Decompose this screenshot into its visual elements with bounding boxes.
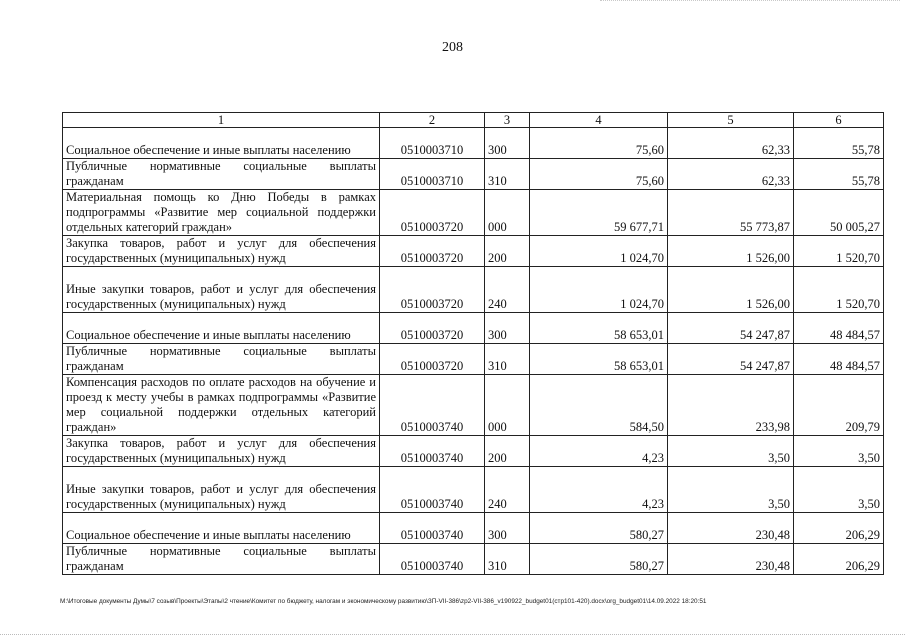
row-value-2-cell: 1 526,00 xyxy=(668,236,794,267)
table-row xyxy=(63,128,884,159)
column-header: 5 xyxy=(668,113,794,128)
row-value-1-cell: 1 024,70 xyxy=(530,236,668,267)
table-row xyxy=(63,159,884,190)
row-value-1-cell: 580,27 xyxy=(530,513,668,544)
row-code-cell: 0510003720 xyxy=(380,236,485,267)
row-type-cell: 300 xyxy=(485,128,530,159)
row-name-cell: Компенсация расходов по оплате расходов на обучение и проезд к месту учебы в рамках подпрограммы «Развитие мер социальной поддержки отдельных категорий граждан» xyxy=(63,375,380,436)
row-value-1-cell: 58 653,01 xyxy=(530,344,668,375)
table-row xyxy=(63,436,884,467)
row-name-cell: Иные закупки товаров, работ и услуг для обеспечения государственных (муниципальных) нужд xyxy=(63,467,380,513)
row-type-cell: 310 xyxy=(485,159,530,190)
row-code-cell: 0510003710 xyxy=(380,128,485,159)
row-name-cell: Иные закупки товаров, работ и услуг для обеспечения государственных (муниципальных) нужд xyxy=(63,267,380,313)
row-value-1-cell: 584,50 xyxy=(530,375,668,436)
column-header: 3 xyxy=(485,113,530,128)
row-value-3-cell: 209,79 xyxy=(794,375,884,436)
row-name-cell: Закупка товаров, работ и услуг для обеспечения государственных (муниципальных) нужд xyxy=(63,236,380,267)
row-name-cell: Публичные нормативные социальные выплаты гражданам xyxy=(63,344,380,375)
row-value-1-cell: 75,60 xyxy=(530,128,668,159)
row-name-cell: Материальная помощь ко Дню Победы в рамках подпрограммы «Развитие мер социальной поддержки отдельных категорий граждан» xyxy=(63,190,380,236)
row-name-cell: Социальное обеспечение и иные выплаты населению xyxy=(63,513,380,544)
table-row xyxy=(63,375,884,436)
table-row xyxy=(63,313,884,344)
row-code-cell: 0510003740 xyxy=(380,467,485,513)
row-type-cell: 240 xyxy=(485,467,530,513)
row-code-cell: 0510003720 xyxy=(380,267,485,313)
column-header: 6 xyxy=(794,113,884,128)
table-row xyxy=(63,190,884,236)
row-name-cell: Социальное обеспечение и иные выплаты населению xyxy=(63,128,380,159)
row-type-cell: 000 xyxy=(485,375,530,436)
budget-table xyxy=(62,112,884,575)
row-value-2-cell: 230,48 xyxy=(668,513,794,544)
row-code-cell: 0510003740 xyxy=(380,544,485,575)
row-code-cell: 0510003740 xyxy=(380,375,485,436)
row-type-cell: 300 xyxy=(485,513,530,544)
table-row xyxy=(63,467,884,513)
row-value-1-cell: 580,27 xyxy=(530,544,668,575)
row-type-cell: 200 xyxy=(485,236,530,267)
page-number: 208 xyxy=(442,40,463,55)
row-name-cell: Публичные нормативные социальные выплаты гражданам xyxy=(63,544,380,575)
column-header: 1 xyxy=(63,113,380,128)
column-header: 4 xyxy=(530,113,668,128)
row-value-3-cell: 206,29 xyxy=(794,513,884,544)
row-value-1-cell: 58 653,01 xyxy=(530,313,668,344)
table-row xyxy=(63,236,884,267)
row-type-cell: 200 xyxy=(485,436,530,467)
row-code-cell: 0510003710 xyxy=(380,159,485,190)
row-value-3-cell: 206,29 xyxy=(794,544,884,575)
row-code-cell: 0510003740 xyxy=(380,436,485,467)
row-name-cell: Социальное обеспечение и иные выплаты населению xyxy=(63,313,380,344)
row-value-1-cell: 4,23 xyxy=(530,436,668,467)
row-value-2-cell: 62,33 xyxy=(668,128,794,159)
row-type-cell: 300 xyxy=(485,313,530,344)
row-value-3-cell: 3,50 xyxy=(794,436,884,467)
row-value-2-cell: 3,50 xyxy=(668,467,794,513)
row-value-1-cell: 1 024,70 xyxy=(530,267,668,313)
row-value-1-cell: 4,23 xyxy=(530,467,668,513)
top-divider xyxy=(600,0,900,3)
row-value-2-cell: 233,98 xyxy=(668,375,794,436)
row-value-3-cell: 1 520,70 xyxy=(794,267,884,313)
row-code-cell: 0510003720 xyxy=(380,313,485,344)
row-name-cell: Закупка товаров, работ и услуг для обеспечения государственных (муниципальных) нужд xyxy=(63,436,380,467)
row-value-1-cell: 75,60 xyxy=(530,159,668,190)
row-value-3-cell: 1 520,70 xyxy=(794,236,884,267)
row-value-2-cell: 3,50 xyxy=(668,436,794,467)
row-value-3-cell: 55,78 xyxy=(794,128,884,159)
row-code-cell: 0510003720 xyxy=(380,190,485,236)
row-value-3-cell: 50 005,27 xyxy=(794,190,884,236)
row-code-cell: 0510003740 xyxy=(380,513,485,544)
column-header: 2 xyxy=(380,113,485,128)
table-row xyxy=(63,344,884,375)
table-header-row xyxy=(63,113,884,128)
bottom-divider xyxy=(0,634,905,637)
row-value-2-cell: 1 526,00 xyxy=(668,267,794,313)
row-value-3-cell: 55,78 xyxy=(794,159,884,190)
row-value-3-cell: 48 484,57 xyxy=(794,313,884,344)
row-type-cell: 310 xyxy=(485,344,530,375)
row-value-2-cell: 54 247,87 xyxy=(668,344,794,375)
row-type-cell: 310 xyxy=(485,544,530,575)
row-type-cell: 240 xyxy=(485,267,530,313)
table-row xyxy=(63,544,884,575)
document-path-footer: M:\Итоговые документы Думы\7 созыв\Проекты\Этапы\2 чтение\Комитет по бюджету, налогам и экономическому развитию\ЗП-VII-386\zp2-VII-386_v190922_budget01(стр101-420).docx\org_budget01\14.09.2022 18:20:51 xyxy=(60,598,707,605)
table-row xyxy=(63,513,884,544)
row-name-cell: Публичные нормативные социальные выплаты гражданам xyxy=(63,159,380,190)
row-code-cell: 0510003720 xyxy=(380,344,485,375)
row-value-2-cell: 54 247,87 xyxy=(668,313,794,344)
row-type-cell: 000 xyxy=(485,190,530,236)
row-value-3-cell: 48 484,57 xyxy=(794,344,884,375)
row-value-1-cell: 59 677,71 xyxy=(530,190,668,236)
table-row xyxy=(63,267,884,313)
row-value-2-cell: 62,33 xyxy=(668,159,794,190)
row-value-2-cell: 55 773,87 xyxy=(668,190,794,236)
row-value-2-cell: 230,48 xyxy=(668,544,794,575)
row-value-3-cell: 3,50 xyxy=(794,467,884,513)
